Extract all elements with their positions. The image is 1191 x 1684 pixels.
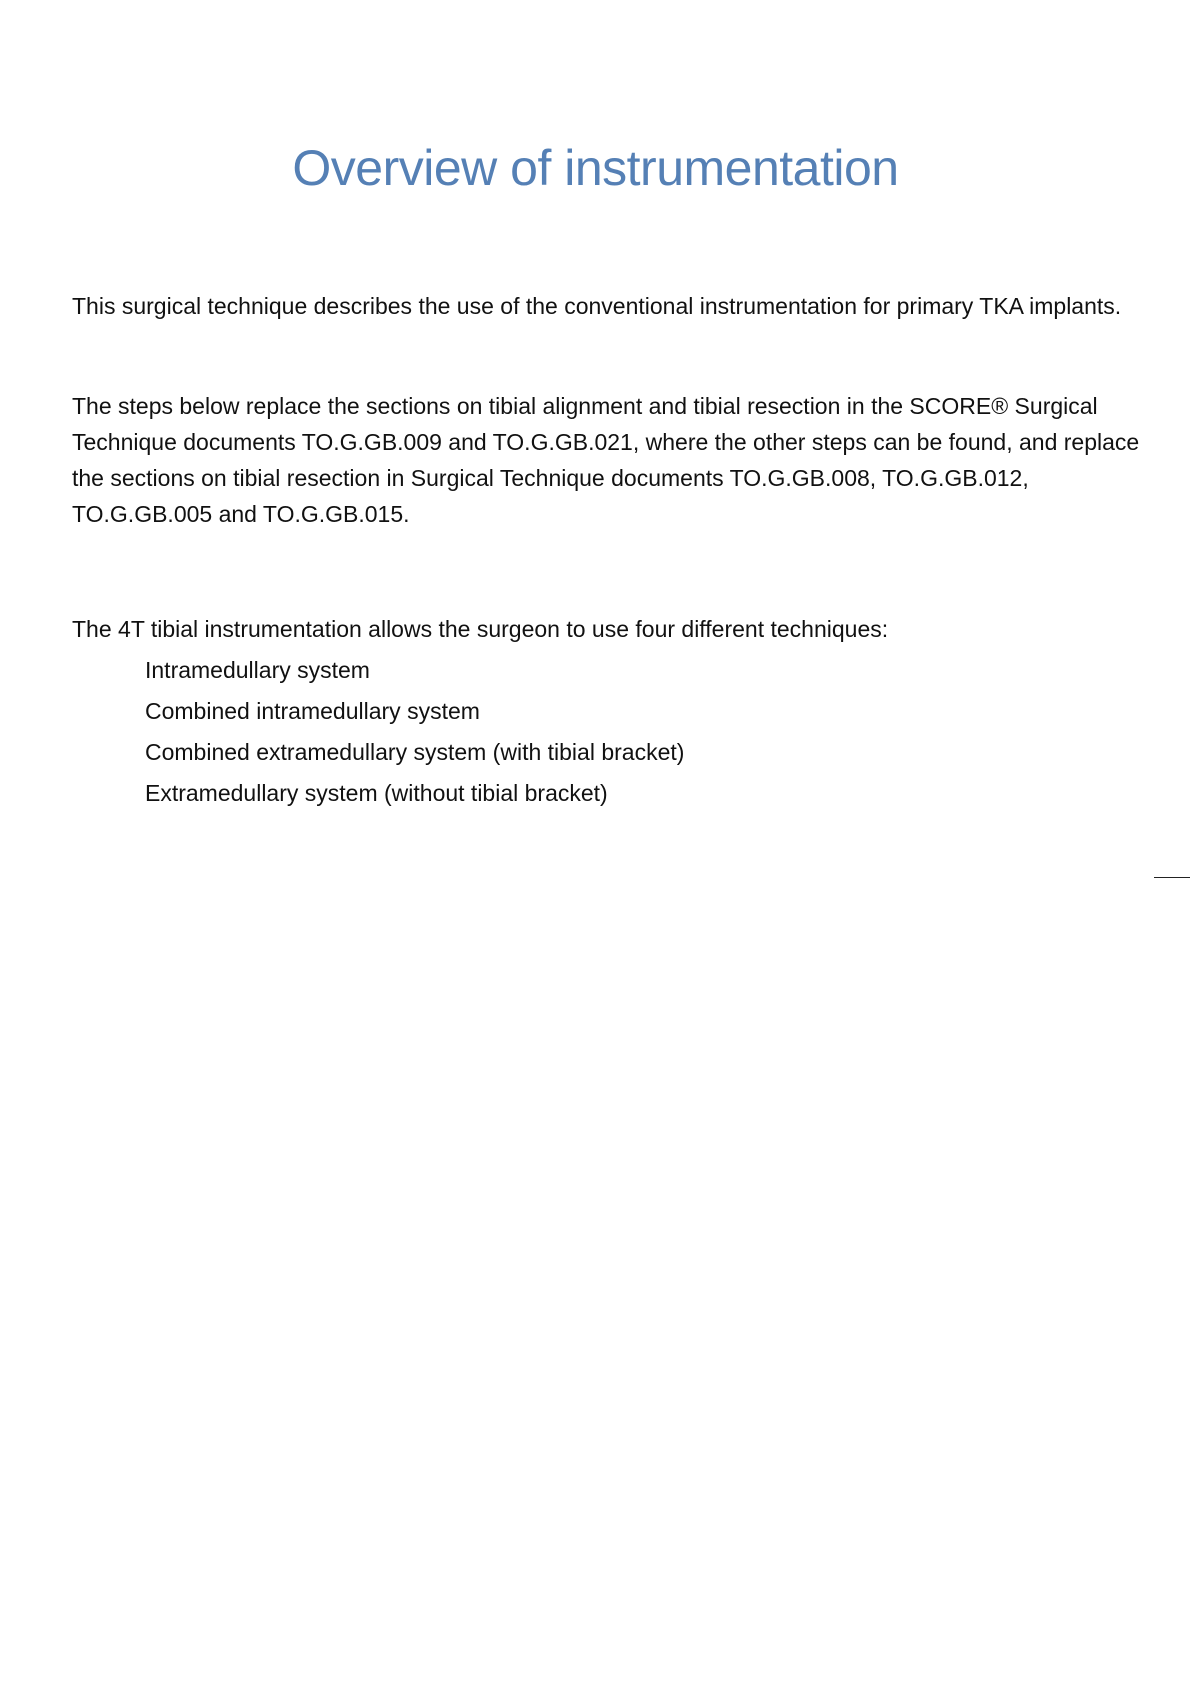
technique-item-intramedullary: Intramedullary system [145,657,370,683]
intro-paragraph: This surgical technique describes the use of the conventional instrumentation for primary TKA implants. [72,293,1122,319]
technique-item-extramedullary: Extramedullary system (without tibial bracket) [145,780,608,806]
techniques-intro-paragraph: The 4T tibial instrumentation allows the surgeon to use four different techniques: [72,616,889,642]
margin-divider [1154,877,1190,878]
replacement-note-paragraph: The steps below replace the sections on tibial alignment and tibial resection in the SCORE® Surgical Technique documents TO.G.GB.009 and TO.G.GB.021, where the other steps can be found, and replace the sections on tibial resection in Surgical Technique documents TO.G.GB.008, TO.G.GB.012, TO.G.GB.005 and TO.G.GB.015. [72,393,1140,527]
technique-item-combined-intramedullary: Combined intramedullary system [145,698,480,724]
techniques-list [145,650,684,814]
page-title: Overview of instrumentation [292,140,899,196]
technique-item-combined-extramedullary: Combined extramedullary system (with tibial bracket) [145,739,685,765]
